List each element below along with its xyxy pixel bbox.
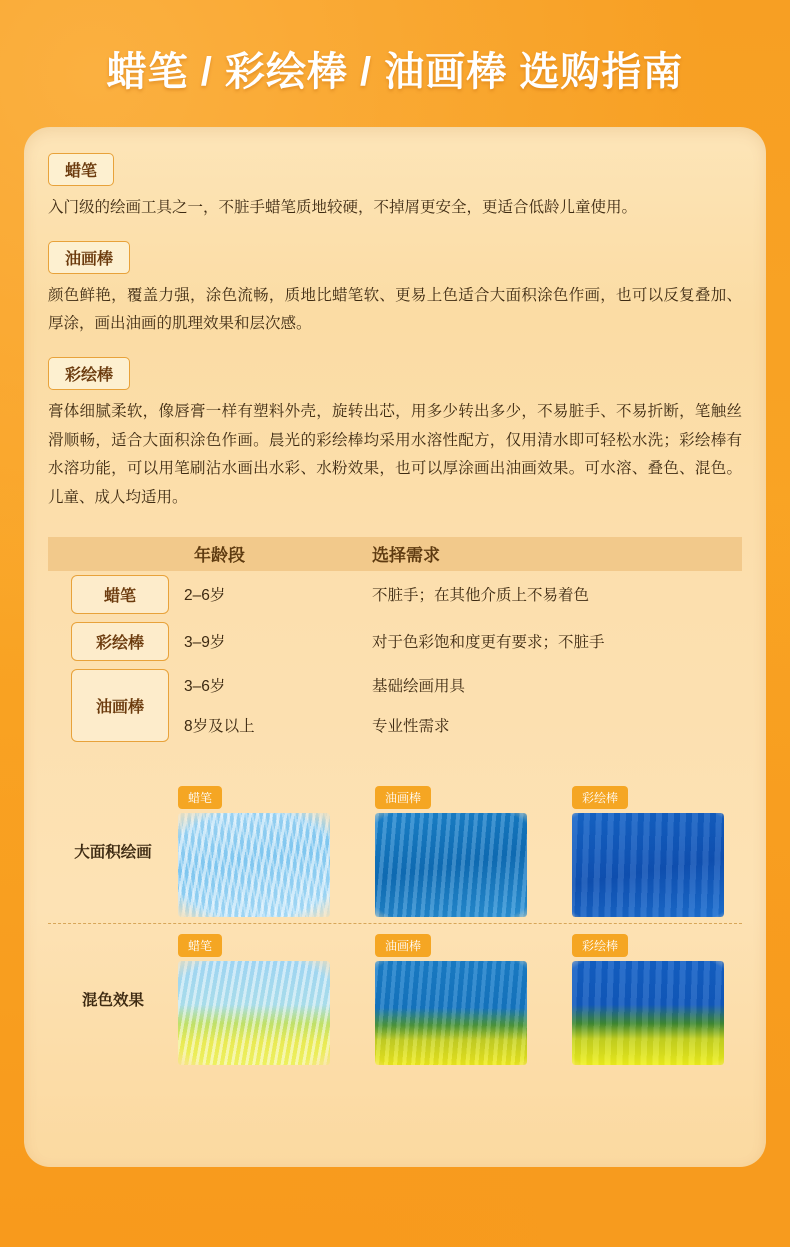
table-cell-age: 3–6岁 <box>184 677 226 695</box>
table-header-need: 选择需求 <box>372 546 440 566</box>
table-row-label-oil-pastel <box>48 665 184 746</box>
swatch-image-oil-pastel <box>375 961 527 1065</box>
section-crayon <box>48 153 742 223</box>
swatch-tag: 彩绘棒 <box>572 786 628 809</box>
table-header-age: 年龄段 <box>194 546 245 566</box>
table-cell-need-secondary: 专业性需求 <box>372 718 450 736</box>
section-crayon-tag: 蜡笔 <box>48 153 114 186</box>
table-row-label-crayon <box>48 571 184 618</box>
row-chip: 油画棒 <box>71 669 169 742</box>
swatch-image-paint-stick <box>572 961 724 1065</box>
table-cell-need: 不脏手；在其他介质上不易着色 <box>372 587 590 605</box>
swatch-image-crayon <box>178 961 330 1065</box>
table-cell-need: 基础绘画用具 <box>372 677 466 695</box>
section-oil-pastel-body: 颜色鲜艳，覆盖力强，涂色流畅，质地比蜡笔软、更易上色适合大面积涂色作画，也可以反复叠加、厚涂，画出油画的肌理效果和层次感。 <box>48 286 742 333</box>
swatch-oil-pastel-blend <box>375 934 545 1065</box>
swatch-oil-pastel-large <box>375 786 545 917</box>
swatch-crayon-large <box>178 786 348 917</box>
table-header-blank <box>48 537 184 571</box>
row-chip: 彩绘棒 <box>71 622 169 661</box>
swatch-tag: 油画棒 <box>375 786 431 809</box>
row-chip: 蜡笔 <box>71 575 169 614</box>
table-row-label-paint-stick <box>48 618 184 665</box>
swatch-image-paint-stick <box>572 813 724 917</box>
section-paint-stick-body: 膏体细腻柔软，像唇膏一样有塑料外壳，旋转出芯，用多少转出多少，不易脏手、不易折断，笔触丝滑顺畅，适合大面积涂色作画。晨光的彩绘棒均采用水溶性配方，仅用清水即可轻松水洗；彩绘棒有水溶功能，可以用笔刷沾水画出水彩、水粉效果，也可以厚涂画出油画效果。可水溶、叠色、混色。儿童、成人均适用。 <box>48 403 742 507</box>
swatch-cells <box>178 934 742 1065</box>
swatch-paint-stick-blend <box>572 934 742 1065</box>
swatch-tag: 油画棒 <box>375 934 431 957</box>
section-oil-pastel-tag: 油画棒 <box>48 241 130 274</box>
swatch-cells <box>178 786 742 917</box>
table-row <box>48 665 742 706</box>
section-paint-stick-tag: 彩绘棒 <box>48 357 130 390</box>
section-crayon-body: 入门级的绘画工具之一，不脏手蜡笔质地较硬，不掉屑更安全，更适合低龄儿童使用。 <box>48 199 638 216</box>
swatch-tag: 彩绘棒 <box>572 934 628 957</box>
swatch-row-title: 混色效果 <box>81 992 144 1010</box>
content-card <box>24 127 766 1167</box>
swatch-paint-stick-large <box>572 786 742 917</box>
table-cell-age: 3–9岁 <box>184 634 226 652</box>
section-oil-pastel <box>48 241 742 339</box>
table-row <box>48 571 742 618</box>
section-paint-stick <box>48 357 742 513</box>
swatch-image-crayon <box>178 813 330 917</box>
swatch-row-large-area <box>48 776 742 923</box>
table-header-row <box>48 537 742 571</box>
table-cell-age: 2–6岁 <box>184 587 226 605</box>
swatch-image-oil-pastel <box>375 813 527 917</box>
comparison-table <box>48 537 742 746</box>
swatch-row-blend <box>48 923 742 1071</box>
swatch-crayon-blend <box>178 934 348 1065</box>
table-cell-need: 对于色彩饱和度更有要求；不脏手 <box>372 634 605 652</box>
page-title: 蜡笔 / 彩绘棒 / 油画棒 选购指南 <box>106 50 684 94</box>
swatch-tag: 蜡笔 <box>178 934 222 957</box>
swatch-comparison <box>48 776 742 1071</box>
table-cell-age-secondary: 8岁及以上 <box>184 718 255 736</box>
table-row <box>48 618 742 665</box>
swatch-row-title: 大面积绘画 <box>74 844 152 862</box>
swatch-tag: 蜡笔 <box>178 786 222 809</box>
